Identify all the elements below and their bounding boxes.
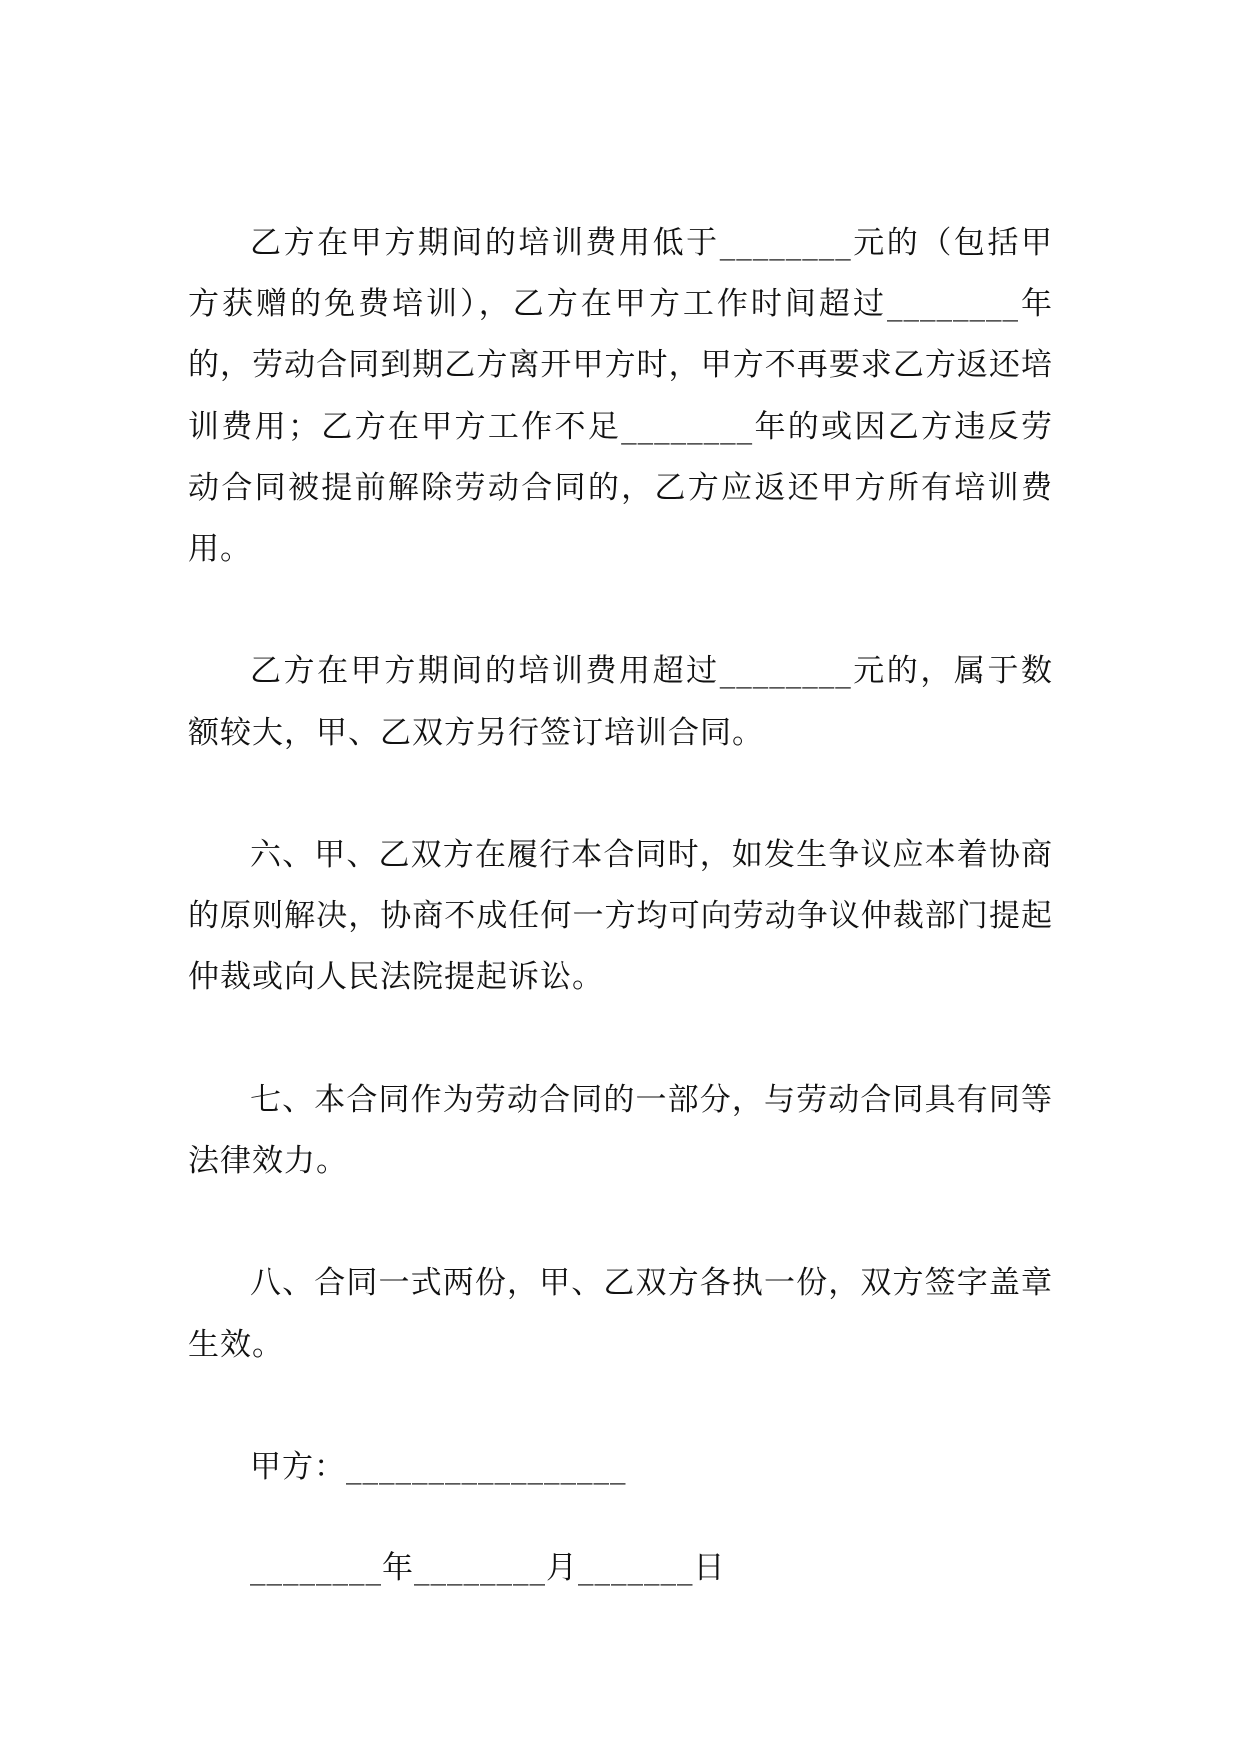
document-page — [188, 213, 1053, 1639]
party-a-signature-line: 甲方：_________________ — [250, 1448, 627, 1485]
clause-training-fee-low: 乙方在甲方期间的培训费用低于________元的（包括甲方获赠的免费培训），乙方在甲方工作时间超过________年的，劳动合同到期乙方离开甲方时，甲方不再要求乙方返还培训费用；乙方在甲方工作不足________年的或因乙方违反劳动合同被提前解除劳动合同的，乙方应返还甲方所有培训费用。 — [188, 225, 1053, 568]
signature-date-line: ________年________月_______日 — [250, 1550, 726, 1587]
clause-6-dispute: 六、甲、乙双方在履行本合同时，如发生争议应本着协商的原则解决，协商不成任何一方均可向劳动争议仲裁部门提起仲裁或向人民法院提起诉讼。 — [188, 837, 1053, 996]
clause-training-fee-high: 乙方在甲方期间的培训费用超过________元的，属于数额较大，甲、乙双方另行签订培训合同。 — [188, 653, 1053, 751]
clause-8-copies: 八、合同一式两份，甲、乙双方各执一份，双方签字盖章生效。 — [188, 1265, 1053, 1363]
clause-7-legal-effect: 七、本合同作为劳动合同的一部分，与劳动合同具有同等法律效力。 — [188, 1081, 1053, 1179]
